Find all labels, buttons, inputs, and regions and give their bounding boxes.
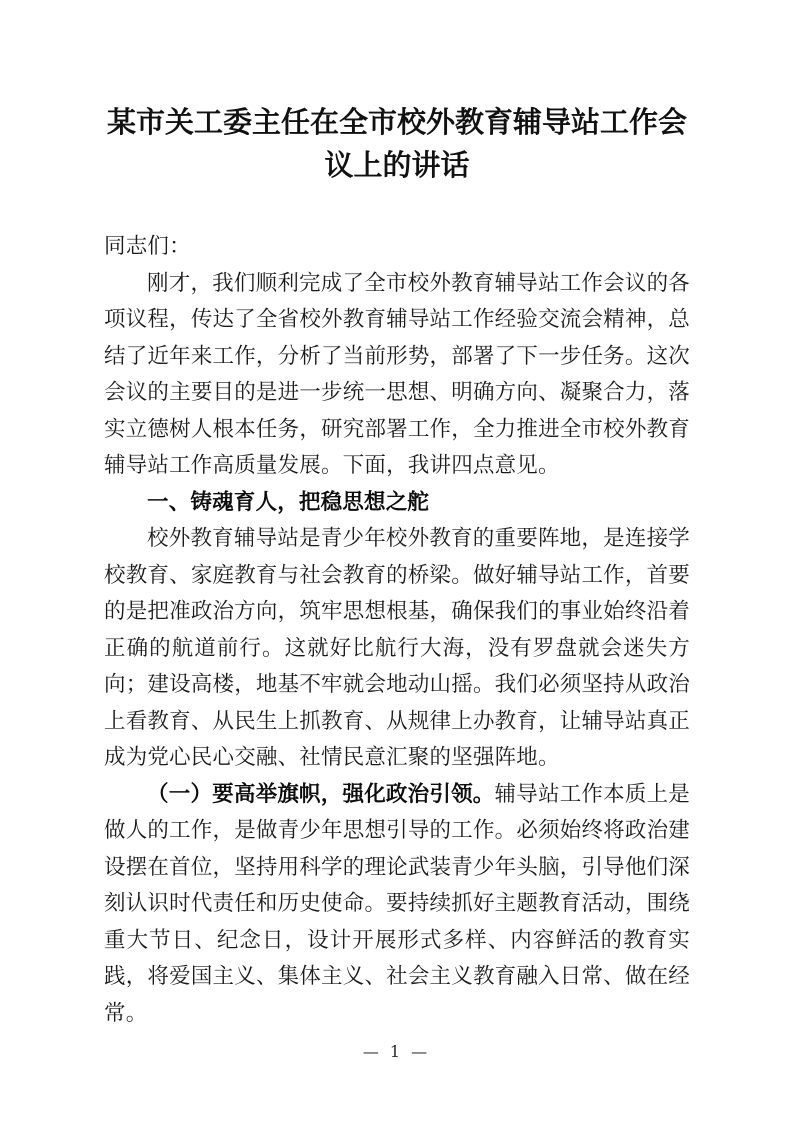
subsection-one-paragraph (104, 777, 690, 1033)
paragraph-opening: 刚才，我们顺利完成了全市校外教育辅导站工作会议的各项议程，传达了全省校外教育辅导站工作经验交流会精神，总结了近年来工作，分析了当前形势，部署了下一步任务。这次会议的主要目的是进一步统一思想、明确方向、凝聚合力，落实立德树人根本任务，研究部署工作，全力推进全市校外教育辅导站工作高质量发展。下面，我讲四点意见。 (104, 270, 690, 478)
subsection-one-lead: （一）要高举旗帜，强化政治引领。 (147, 781, 495, 807)
page-number-footer: — 1 — (362, 1042, 431, 1061)
document-body (104, 187, 690, 1032)
salutation: 同志们： (104, 234, 191, 259)
section-heading-one: 一、铸魂育人，把稳思想之舵 (147, 489, 430, 515)
section-one-paragraph: 校外教育辅导站是青少年校外教育的重要阵地，是连接学校教育、家庭教育与社会教育的桥梁。做好辅导站工作，首要的是把准政治方向，筑牢思想根基，确保我们的事业始终沿着正确的航道前行。这就好比航行大海，没有罗盘就会迷失方向；建设高楼，地基不牢就会地动山摇。我们必须坚持从政治上看教育、从民生上抓教育、从规律上办教育，让辅导站真正成为党心民心交融、社情民意汇聚的坚强阵地。 (104, 526, 690, 770)
subsection-one-text: 辅导站工作本质上是做人的工作，是做青少年思想引导的工作。必须始终将政治建设摆在首位，坚持用科学的理论武装青少年头脑，引导他们深刻认识时代责任和历史使命。要持续抓好主题教育活动，围绕重大节日、纪念日，设计开展形式多样、内容鲜活的教育实践，将爱国主义、集体主义、社会主义教育融入日常、做在经常。 (104, 781, 690, 1026)
page-title: 某市关工委主任在全市校外教育辅导站工作会议上的讲话 (106, 105, 687, 182)
document-content (104, 0, 690, 1032)
